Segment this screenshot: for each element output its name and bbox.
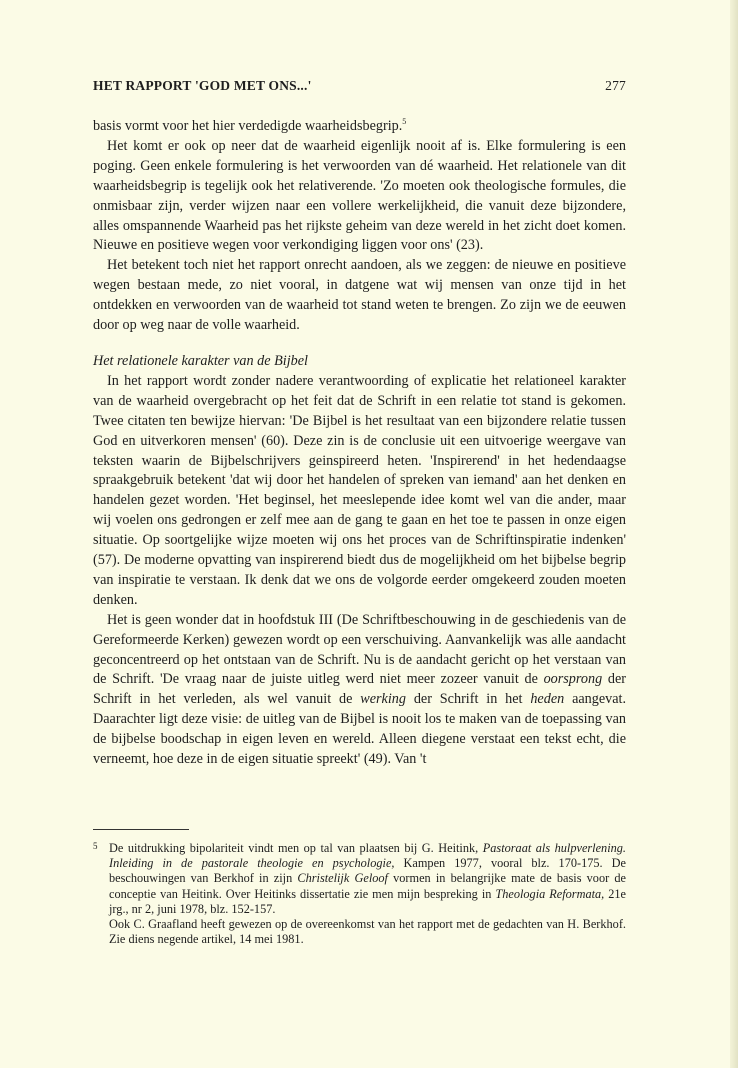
page-edge-shadow	[730, 0, 738, 1068]
footnotes	[93, 839, 626, 947]
emphasis-term: heden	[530, 691, 565, 708]
running-title: HET RAPPORT 'GOD MET ONS...'	[93, 78, 312, 93]
section-heading: Het relationele karakter van de Bijbel	[93, 352, 308, 369]
body-text	[93, 117, 626, 770]
emphasis-term: werking	[360, 691, 406, 708]
page-number: 277	[605, 78, 626, 93]
footnote-reference: 5	[402, 117, 407, 126]
footnote-rule	[93, 829, 189, 830]
footnote: 5 De uitdrukking bipolariteit vindt men op tal van plaatsen bij G. Heitink, Pastoraat als hulpverlening. Inleiding in de pastorale theologie en psychologie, Kampen 1977, vooral blz. 170-175. De beschouwingen van Berkhof in zijn Christelijk Geloof vormen in belangrijke mate de basis voor de conceptie van Heitink. Over Heitinks dissertatie zie men mijn bespreking in Theologia Reformata, 21e jrg., nr 2, juni 1978, blz. 152-157.	[93, 841, 627, 916]
paragraph: In het rapport wordt zonder nadere verantwoording of explicatie het relationeel karakter van de waarheid overgebracht op het feit dat de Schrift in een relatie tot stand is gekomen. Twee citaten ten bewijze hiervan: 'De Bijbel is het resultaat van een bijzondere relatie tussen God en uitverkoren mensen' (60). Deze zin is de conclusie uit een uitvoerige weergave van teksten waarin de Bijbelschrijvers geinspireerd heten. 'Inspirerend' in het hedendaagse spraakgebruik betekent 'dat wij door het handelen of spreken van iemand' aan het denken en handelen gezet worden. 'Het beginsel, het meeslepende idee komt wel van die ander, maar wij voelen ons gedrongen er zelf mee aan de gang te gaan en het toe te passen in onze eigen situatie. Op soortgelijke wijze moeten wij ons het proces van de Schriftinspiratie indenken' (57). De moderne opvatting van inspirerend biedt dus de mogelijkheid om het bijbelse begrip van inspiratie te verstaan. Ik denk dat we ons de volgorde eerder omgekeerd zouden moeten denken.	[93, 372, 626, 608]
running-header	[93, 78, 626, 94]
emphasis-term: oorsprong	[543, 671, 603, 688]
paragraph: basis vormt voor het hier verdedigde waarheidsbegrip.$^5$	[93, 117, 407, 134]
book-page	[93, 0, 626, 1068]
footnote-continuation: Ook C. Graafland heeft gewezen op de overeenkomst van het rapport met de gedachten van H. Berkhof. Zie diens negende artikel, 14 mei 1981.	[109, 917, 626, 947]
paragraph: Het komt er ook op neer dat de waarheid eigenlijk nooit af is. Elke formulering is een poging. Geen enkele formulering is het verwoorden van dé waarheid. Het relationele van dit waarheidsbegrip is tegelijk ook het relativerende. 'Zo moeten ook theologische formules, die onmisbaar zijn, verder wijzen naar een vollere werkelijkheid, die vanuit deze bijzondere, alles omspannende Waarheid pas het rijkste geheim van deze wereld in het zicht doet komen. Nieuwe en positieve wegen voor verkondiging liggen voor ons' (23).	[93, 137, 626, 254]
paragraph: Het betekent toch niet het rapport onrecht aandoen, als we zeggen: de nieuwe en positieve wegen bestaan mede, zo niet vooral, in datgene wat wij mensen van onze tijd in het ontdekken en verwoorden van de waarheid tot stand weten te brengen. Zo zijn we de eeuwen door op weg naar de volle waarheid.	[93, 257, 626, 334]
section-gap	[93, 336, 626, 352]
paragraph: Het is geen wonder dat in hoofdstuk III (De Schriftbeschouwing in de geschiedenis van de Gereformeerde Kerken) gewezen wordt op een verschuiving. Aanvankelijk was alle aandacht geconcentreerd op het ontstaan van de Schrift. Nu is de aandacht gericht op het verstaan van de Schrift. 'De vraag naar de juiste uitleg werd niet meer zozeer vanuit de oorsprong der Schrift in het verleden, als wel vanuit de werking der Schrift in het heden aangevat. Daarachter ligt deze visie: de uitleg van de Bijbel is nooit los te maken van de toepassing van de bijbelse boodschap in eigen leven en wereld. Alleen diegene verstaat een tekst echt, die verneemt, hoe deze in de eigen situatie spreekt' (49). Van 't	[93, 611, 627, 768]
footnote-marker: 5	[93, 841, 98, 851]
